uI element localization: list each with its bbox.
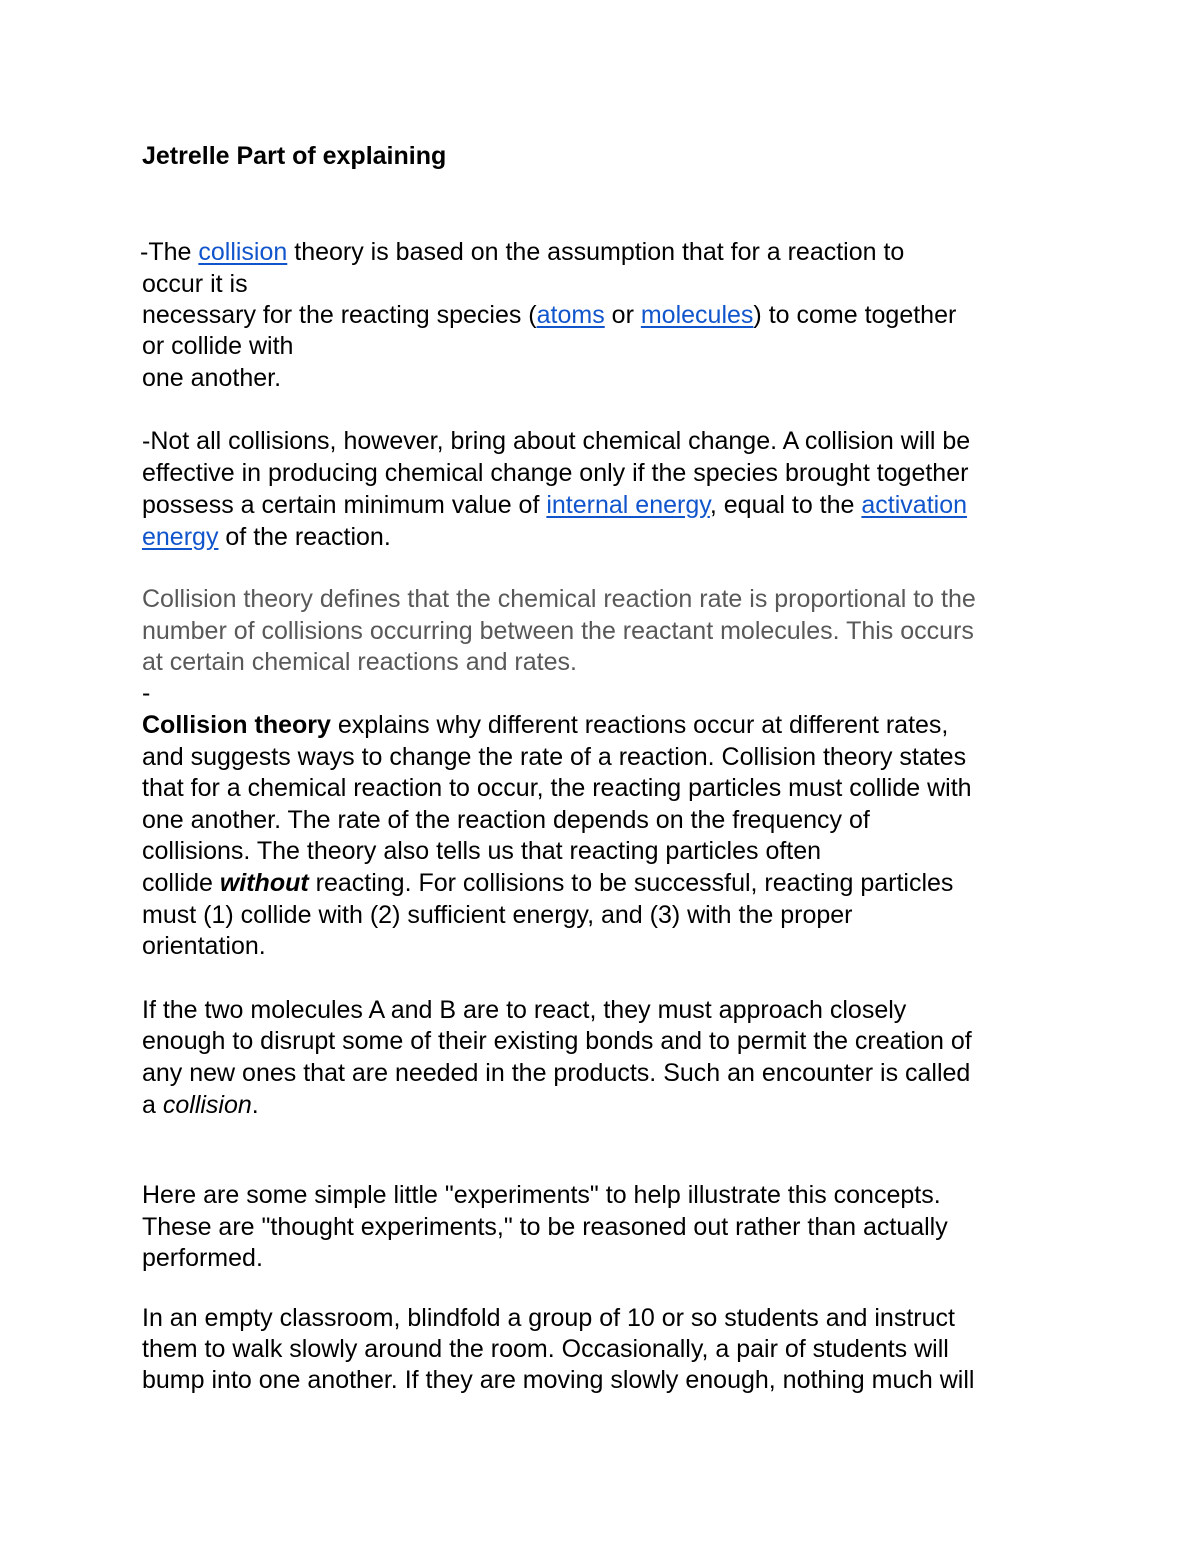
- para6-line1: Here are some simple little "experiments" to help illustrate this concepts.: [142, 1181, 941, 1209]
- para1-line5: one another.: [142, 364, 282, 392]
- para1-line2: occur it is: [142, 270, 248, 298]
- para4-line8: orientation.: [142, 932, 266, 960]
- text: collide: [142, 869, 220, 897]
- text: , equal to the: [709, 491, 862, 519]
- internal-energy-link[interactable]: internal energy: [546, 491, 710, 519]
- para3-line1: Collision theory defines that the chemical reaction rate is proportional to the: [142, 585, 976, 613]
- text: a: [142, 1091, 163, 1119]
- para5-line1: If the two molecules A and B are to react, they must approach closely: [142, 996, 907, 1024]
- para2-line2: effective in producing chemical change only if the species brought together: [142, 459, 969, 487]
- para4-line4: one another. The rate of the reaction depends on the frequency of: [142, 806, 870, 834]
- document-title: Jetrelle Part of explaining: [142, 142, 447, 170]
- para7-line1: In an empty classroom, blindfold a group of 10 or so students and instruct: [142, 1304, 955, 1332]
- text: possess a certain minimum value of: [142, 491, 547, 519]
- para4-line7: must (1) collide with (2) sufficient energy, and (3) with the proper: [142, 901, 853, 929]
- para2-line4: [142, 522, 391, 553]
- dash-separator: -: [142, 679, 151, 707]
- atoms-link[interactable]: atoms: [536, 301, 605, 329]
- text: .: [251, 1091, 259, 1119]
- collision-italic: collision: [162, 1091, 252, 1119]
- molecules-link[interactable]: molecules: [640, 301, 754, 329]
- para5-line3: any new ones that are needed in the products. Such an encounter is called: [142, 1059, 971, 1087]
- para3-line2: number of collisions occurring between the reactant molecules. This occurs: [142, 617, 974, 645]
- text: explains why different reactions occur at different rates,: [330, 711, 949, 739]
- text: -The: [140, 238, 199, 266]
- collision-theory-bold: Collision theory: [142, 711, 331, 739]
- para4-line1: [142, 710, 948, 741]
- para3-line3: at certain chemical reactions and rates.: [142, 648, 577, 676]
- text: of the reaction.: [218, 523, 391, 551]
- para1-line1: [140, 237, 904, 268]
- activation-energy-link[interactable]: activation: [861, 491, 968, 519]
- para6-line2: These are "thought experiments," to be reasoned out rather than actually: [142, 1213, 948, 1241]
- text: necessary for the reacting species (: [142, 301, 537, 329]
- collision-link[interactable]: collision: [198, 238, 288, 266]
- para4-line3: that for a chemical reaction to occur, the reacting particles must collide with: [142, 774, 972, 802]
- text: ) to come together: [753, 301, 957, 329]
- para7-line3: bump into one another. If they are moving slowly enough, nothing much will: [142, 1366, 975, 1394]
- para7-line2: them to walk slowly around the room. Occasionally, a pair of students will: [142, 1335, 949, 1363]
- para4-line5: collisions. The theory also tells us that reacting particles often: [142, 837, 822, 865]
- para2-line3: [142, 490, 967, 521]
- para6-line3: performed.: [142, 1244, 263, 1272]
- para5-line2: enough to disrupt some of their existing bonds and to permit the creation of: [142, 1027, 972, 1055]
- text: reacting. For collisions to be successful, reacting particles: [308, 869, 954, 897]
- para5-line4: [142, 1090, 259, 1121]
- para1-line4: or collide with: [142, 332, 294, 360]
- activation-energy-link-cont[interactable]: energy: [142, 523, 219, 551]
- text: or: [604, 301, 641, 329]
- text: theory is based on the assumption that for a reaction to: [287, 238, 905, 266]
- para1-line3: [142, 300, 956, 331]
- para4-line6: [142, 868, 953, 899]
- para2-line1: -Not all collisions, however, bring about chemical change. A collision will be: [142, 427, 971, 455]
- para4-line2: and suggests ways to change the rate of a reaction. Collision theory states: [142, 743, 967, 771]
- without-emphasis: without: [219, 869, 309, 897]
